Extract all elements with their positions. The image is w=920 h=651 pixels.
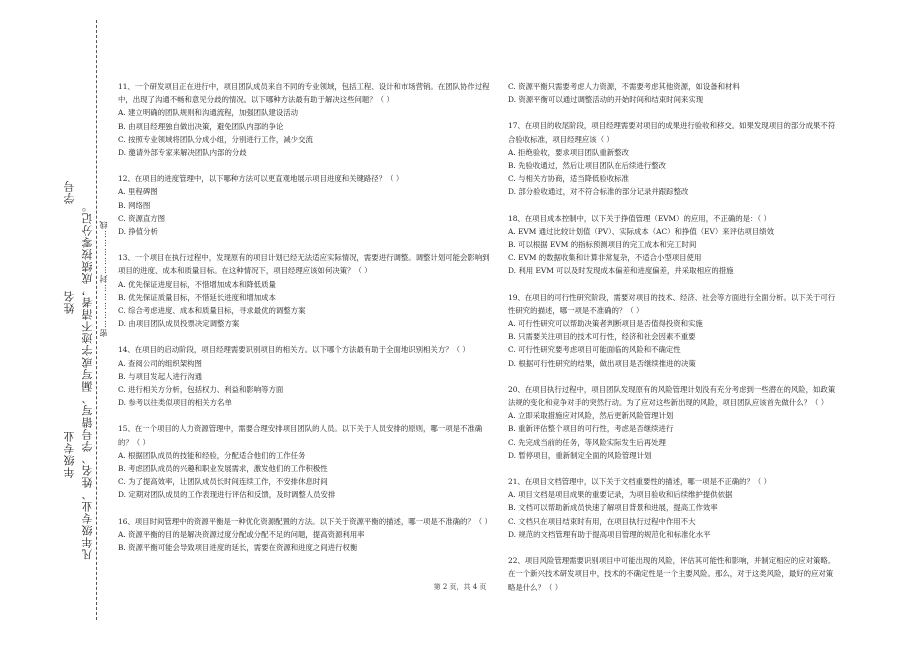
question-text: 14、在项目的启动阶段，项目经理需要识别项目的相关方。以下哪个方法最有助于全面地识别相关方？（ ） [118,345,470,355]
answer-option: A. 优先保证进度目标，不惜增加成本和降低质量 [118,279,276,289]
question-block [508,80,838,106]
notice-text: 凡年级专业、姓名、学号错写、漏写或字迹不清者，成绩按零分记。 [81,200,94,560]
question-block [118,251,493,330]
question-block [508,212,838,278]
answer-option: C. 先完成当前的任务，等风险实际发生后再处理 [508,437,666,447]
student-id-label: 学号 [63,180,76,204]
question-block [118,343,493,409]
question-text: 13、一个项目在执行过程中，发现原有的项目计划已经无法适应实际情况，需要进行调整。调整计划可能会影响到项目的进度、成本和质量目标。在这种情况下，项目经理应该如何决策？（ ） [118,253,490,276]
answer-option: C. 按照专业领域将团队分成小组，分别进行工作，减少交流 [118,134,313,144]
answer-option: C. 进行相关方分析，包括权力、利益和影响等方面 [118,385,284,395]
question-text: 18、在项目成本控制中，以下关于挣值管理（EVM）的应用，不正确的是：（ ） [508,213,771,223]
question-block [508,475,838,541]
answer-option: D. 邀请外部专家来解决团队内部的分歧 [118,148,247,158]
answer-option: D. 资源平衡可以通过调整活动的开始时间和结束时间来实现 [508,95,704,105]
question-text: 16、项目时间管理中的资源平衡是一种优化资源配置的方法。以下关于资源平衡的描述，哪一项是不准确的？（ ） [118,516,492,526]
answer-option: A. 根据团队成员的技能和经验，分配适合他们的工作任务 [118,450,306,460]
question-text: 12、在项目的进度管理中，以下哪种方法可以更直观地展示项目进度和关键路径？（ ） [118,174,404,184]
question-text: 20、在项目执行过程中，项目团队发现原有的风险管理计划没有充分考虑到一些潜在的风险，如政策法规的变化和竞争对手的突然行动。为了应对这些新出现的风险，项目团队应该首先做什么？（ ） [508,384,836,408]
answer-option: C. 文档只在项目结束时有用，在项目执行过程中作用不大 [508,516,696,526]
answer-option: C. 资源直方图 [118,213,166,223]
answer-option: B. 先验收通过，然后让项目团队在后续进行整改 [508,161,666,171]
answer-option: A. 资源平衡的目的是解决资源过度分配或分配不足的问题，提高资源利用率 [118,529,365,539]
answer-option: D. 由项目团队成员投票决定调整方案 [118,319,240,329]
grade-major-label: 年级专业 [63,430,76,478]
page-footer: 第 2 页，共 4 页 [433,583,487,591]
answer-option: A. 立即采取措施应对风险，然后更新风险管理计划 [508,411,674,421]
answer-option: A. 可行性研究可以帮助决策者判断项目是否值得投资和实施 [508,319,703,329]
binding-margin [0,0,110,651]
answer-option: C. 资源平衡只需要考虑人力资源，不需要考虑其他资源，如设备和材料 [508,82,740,91]
question-block [118,80,493,159]
question-block [118,422,493,501]
question-text: 11、一个研发项目正在进行中，项目团队成员来自不同的专业领域，包括工程、设计和市场营销。在团队协作过程中，出现了沟通不畅和意见分歧的情况。以下哪种方法最有助于解决这些问题？（ ） [118,82,490,105]
seal-line-text: 密……………封……………线 [99,220,108,337]
answer-option: B. 网络图 [118,200,151,210]
answer-option: D. 根据可行性研究的结果，做出项目是否继续推进的决策 [508,358,696,368]
answer-option: A. 项目文档是项目成果的重要记录，为项目验收和后续维护提供依据 [508,490,733,500]
answer-option: B. 只需要关注项目的技术可行性，经济和社会因素不重要 [508,332,696,342]
right-column [508,80,838,607]
answer-option: A. EVM 通过比较计划值（PV）、实际成本（AC）和挣值（EV）来评估项目绩效 [508,226,774,236]
question-block [508,119,838,198]
answer-option: A. 建立明确的团队规则和沟通流程，加强团队建设活动 [118,108,299,118]
answer-option: C. 综合考虑进度、成本和质量目标，寻求最优的调整方案 [118,306,306,316]
answer-option: C. EVM 的数据收集和计算非常复杂，不适合小型项目使用 [508,253,702,263]
question-block [118,515,493,555]
left-column [118,80,493,567]
question-text: 17、在项目的收尾阶段，项目经理需要对项目的成果进行验收和移交。如果发现项目的部分成果不符合验收标准，项目经理应该（ ） [508,121,836,144]
answer-option: B. 重新评估整个项目的可行性，考虑是否继续进行 [508,424,674,434]
answer-option: A. 里程碑图 [118,187,158,197]
question-block [118,172,493,238]
answer-option: B. 由项目经理独自做出决策，避免团队内部的争论 [118,121,284,131]
answer-option: B. 文档可以帮助新成员快速了解项目背景和进展，提高工作效率 [508,503,718,513]
question-text: 22、项目风险管理需要识别项目中可能出现的风险，评估其可能性和影响，并制定相应的应对策略。在一个新兴技术研发项目中，技术的不确定性是一个主要风险。那么，对于这类风险，最好的应对策略是什么？（ ） [508,556,836,592]
question-text: 15、在一个项目的人力资源管理中，需要合理安排项目团队的人员。以下关于人员安排的原则，哪一项是不准确的？（ ） [118,424,483,447]
question-text: 19、在项目的可行性研究阶段，需要对项目的技术、经济、社会等方面进行全面分析。以下关于可行性研究的描述，哪一项是不准确的？（ ） [508,292,836,315]
answer-option: B. 优先保证质量目标，不惜延长进度和增加成本 [118,292,276,302]
answer-option: B. 可以根据 EVM 的指标预测项目的完工成本和完工时间 [508,240,697,250]
answer-option: D. 暂停项目，重新制定全面的风险管理计划 [508,450,652,460]
answer-option: D. 利用 EVM 可以及时发现成本偏差和进度偏差，并采取相应的措施 [508,266,734,276]
answer-option: C. 为了提高效率，让团队成员长时间连续工作，不安排休息时间 [118,477,328,487]
name-label: 姓名 [63,290,76,314]
answer-option: A. 拒绝验收，要求项目团队重新整改 [508,147,629,157]
answer-option: C. 与相关方协商，适当降低验收标准 [508,174,629,184]
answer-option: D. 部分验收通过，对不符合标准的部分记录并跟踪整改 [508,187,689,197]
answer-option: B. 资源平衡可能会导致项目进度的延长，需要在资源和进度之间进行权衡 [118,543,358,553]
answer-option: D. 定期对团队成员的工作表现进行评估和反馈，及时调整人员安排 [118,490,336,500]
answer-option: B. 考虑团队成员的兴趣和职业发展需求，激发他们的工作积极性 [118,464,328,474]
question-block [508,383,838,462]
answer-option: D. 参考以往类似项目的相关方名单 [118,398,232,408]
question-text: 21、在项目文档管理中，以下关于文档重要性的描述，哪一项是不正确的？（ ） [508,477,772,487]
answer-option: D. 规范的文档管理有助于提高项目管理的规范化和标准化水平 [508,529,711,539]
answer-option: D. 挣值分析 [118,227,158,237]
answer-option: A. 查阅公司的组织架构图 [118,358,202,368]
seal-dashed-line [96,20,97,620]
answer-option: C. 可行性研究要考虑项目可能面临的风险和不确定性 [508,345,681,355]
question-block [508,291,838,370]
answer-option: B. 与项目发起人进行沟通 [118,371,203,381]
